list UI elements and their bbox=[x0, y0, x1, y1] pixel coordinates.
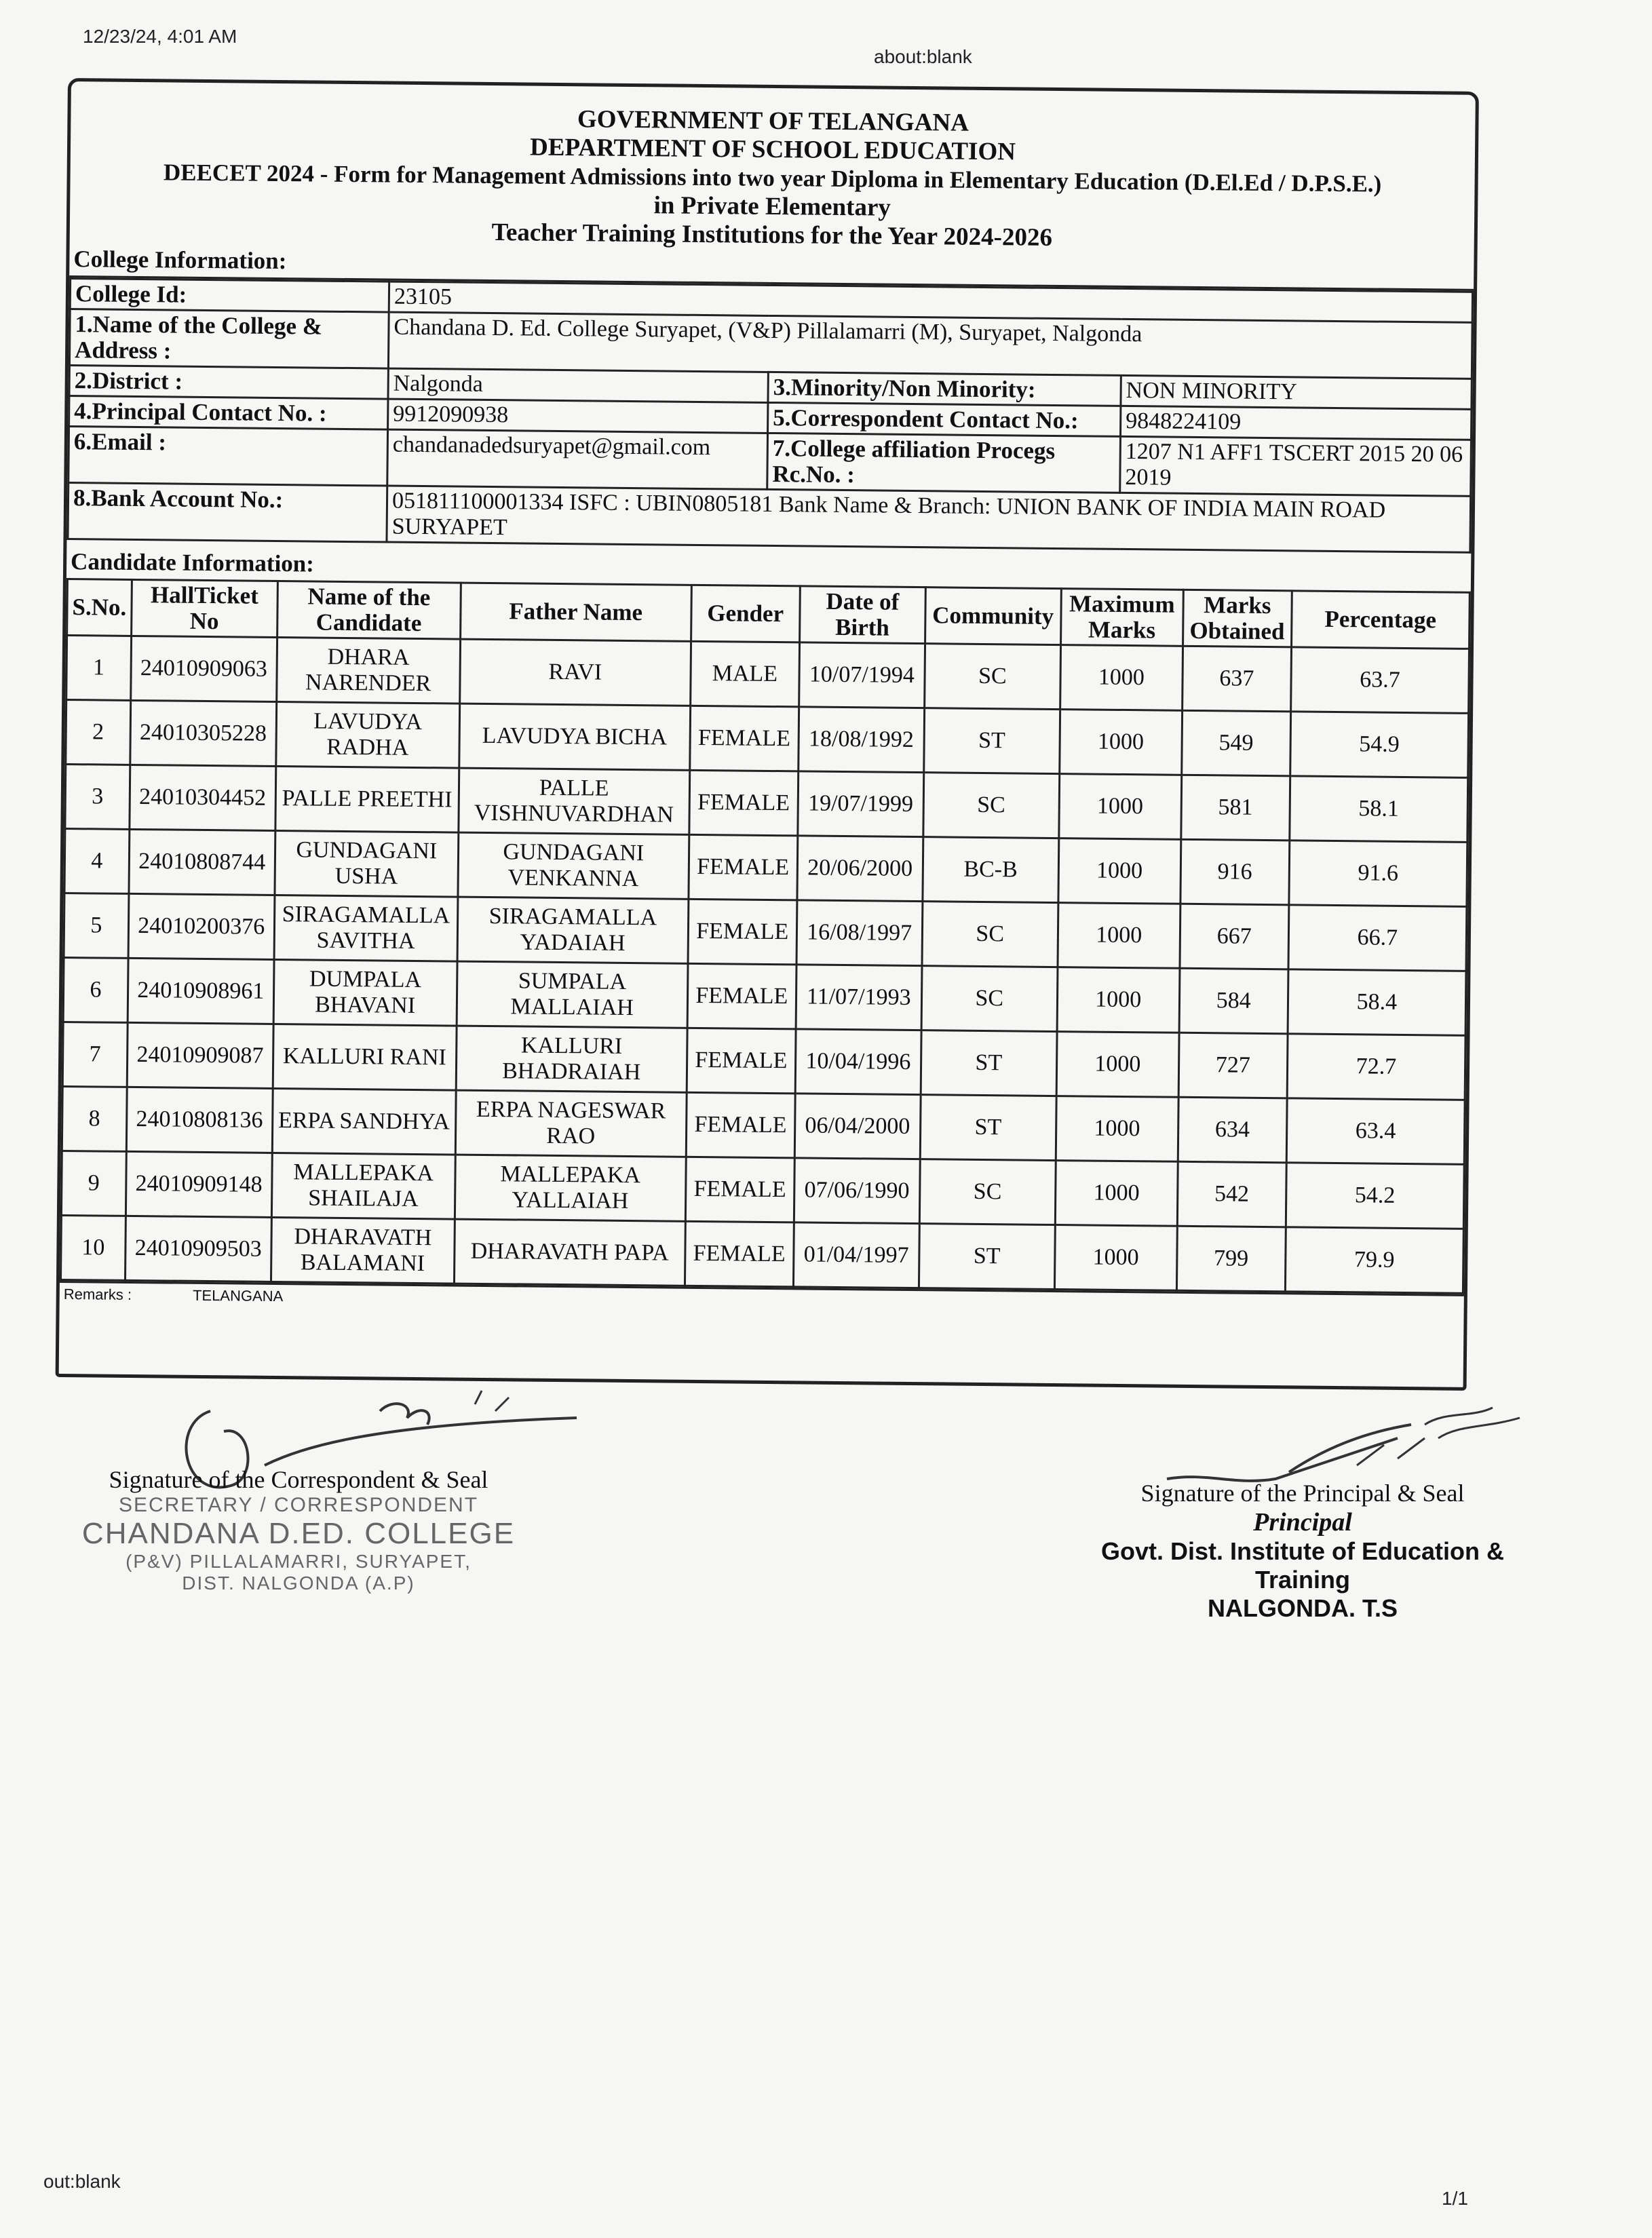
cell-father-name: SUMPALA MALLAIAH bbox=[457, 961, 688, 1028]
cell-percentage: 72.7 bbox=[1287, 1034, 1465, 1100]
college-id-value: 23105 bbox=[389, 282, 1472, 322]
cell-marks-obtained: 581 bbox=[1181, 775, 1290, 841]
cell-father-name: KALLURI BHADRAIAH bbox=[456, 1026, 687, 1092]
cell-sno: 4 bbox=[64, 829, 130, 894]
cell-marks-obtained: 727 bbox=[1178, 1033, 1288, 1098]
cell-father-name: PALLE VISHNUVARDHAN bbox=[459, 768, 690, 834]
header-form-title: DEECET 2024 - Form for Management Admissions into two year Diploma in Elementary Education (D.El.Ed / D.P.S.E.) bbox=[163, 159, 1382, 197]
cell-max-marks: 1000 bbox=[1059, 710, 1182, 775]
bank-value: 051811100001334 ISFC : UBIN0805181 Bank Name & Branch: UNION BANK OF INDIA MAIN ROAD SURYAPET bbox=[387, 486, 1471, 552]
cell-community: SC bbox=[921, 966, 1058, 1032]
cell-marks-obtained: 549 bbox=[1181, 710, 1290, 776]
cell-max-marks: 1000 bbox=[1057, 967, 1180, 1033]
cell-max-marks: 1000 bbox=[1060, 645, 1183, 711]
cell-hallticket: 24010808136 bbox=[126, 1087, 273, 1153]
cell-sno: 2 bbox=[66, 700, 131, 765]
cell-community: ST bbox=[921, 1030, 1057, 1096]
cell-gender: FEMALE bbox=[687, 963, 796, 1029]
cell-hallticket: 24010909148 bbox=[126, 1151, 272, 1217]
minority-value: NON MINORITY bbox=[1121, 375, 1472, 409]
cell-candidate-name: DHARAVATH BALAMANI bbox=[271, 1217, 455, 1284]
cell-community: ST bbox=[923, 708, 1060, 774]
remarks-label: Remarks : bbox=[63, 1286, 132, 1303]
cell-gender: FEMALE bbox=[687, 1028, 796, 1094]
header-max-marks: Maximum Marks bbox=[1060, 589, 1183, 647]
cell-percentage: 58.1 bbox=[1290, 776, 1468, 843]
cell-gender: FEMALE bbox=[689, 834, 798, 900]
district-value: Nalgonda bbox=[388, 368, 768, 402]
cell-candidate-name: SIRAGAMALLA SAVITHA bbox=[274, 895, 458, 961]
cell-max-marks: 1000 bbox=[1058, 838, 1181, 904]
cell-candidate-name: DUMPALA BHAVANI bbox=[273, 959, 457, 1026]
cell-community: SC bbox=[919, 1159, 1056, 1225]
cell-community: ST bbox=[920, 1095, 1056, 1161]
cell-marks-obtained: 637 bbox=[1182, 646, 1291, 712]
cell-hallticket: 24010305228 bbox=[130, 700, 277, 766]
cell-dob: 20/06/2000 bbox=[797, 836, 923, 902]
header-percentage: Percentage bbox=[1291, 591, 1469, 649]
district-label: 2.District : bbox=[69, 366, 388, 400]
cell-father-name: ERPA NAGESWAR RAO bbox=[455, 1090, 687, 1157]
cell-gender: FEMALE bbox=[685, 1157, 794, 1222]
print-date: 12/23/24, 4:01 AM bbox=[83, 26, 237, 47]
header-father-name: Father Name bbox=[460, 583, 691, 641]
cell-hallticket: 24010908961 bbox=[128, 958, 274, 1024]
cell-marks-obtained: 916 bbox=[1180, 839, 1290, 905]
cell-community: SC bbox=[922, 902, 1058, 967]
form-frame bbox=[56, 78, 1479, 1391]
page-count: 1/1 bbox=[1442, 2188, 1468, 2209]
cell-percentage: 79.9 bbox=[1285, 1227, 1463, 1294]
correspondent-seal-address: (P&V) PILLALAMARRI, SURYAPET, bbox=[126, 1551, 472, 1572]
cell-father-name: LAVUDYA BICHA bbox=[459, 703, 691, 770]
table-row bbox=[60, 1215, 1463, 1293]
principal-signature-block bbox=[1058, 1479, 1547, 1623]
header-dob: Date of Birth bbox=[799, 586, 925, 644]
cell-candidate-name: ERPA SANDHYA bbox=[272, 1088, 456, 1155]
cell-sno: 10 bbox=[60, 1215, 126, 1280]
cell-max-marks: 1000 bbox=[1056, 1032, 1179, 1098]
cell-percentage: 54.2 bbox=[1286, 1163, 1464, 1229]
header-government: GOVERNMENT OF TELANGANA bbox=[577, 105, 969, 137]
cell-candidate-name: GUNDAGANI USHA bbox=[275, 830, 459, 897]
affiliation-label: 7.College affiliation Procegs Rc.No. : bbox=[767, 433, 1121, 493]
correspondent-contact-label: 5.Correspondent Contact No.: bbox=[768, 402, 1121, 436]
cell-hallticket: 24010909087 bbox=[127, 1022, 273, 1088]
principal-seal-title: Principal bbox=[1253, 1508, 1352, 1537]
header-gender: Gender bbox=[691, 585, 800, 642]
cell-candidate-name: PALLE PREETHI bbox=[275, 766, 459, 832]
college-info-label: College Information: bbox=[69, 243, 1474, 291]
correspondent-seal-college: CHANDANA D.ED. COLLEGE bbox=[81, 1517, 516, 1550]
cell-sno: 8 bbox=[62, 1086, 127, 1151]
principal-seal-institute: Govt. Dist. Institute of Education & Training bbox=[1101, 1537, 1504, 1594]
principal-signature-caption: Signature of the Principal & Seal bbox=[1140, 1480, 1465, 1507]
cell-father-name: SIRAGAMALLA YADAIAH bbox=[457, 897, 689, 963]
header-community: Community bbox=[925, 587, 1061, 645]
cell-sno: 3 bbox=[65, 765, 130, 830]
cell-max-marks: 1000 bbox=[1058, 903, 1180, 969]
cell-percentage: 63.4 bbox=[1286, 1098, 1465, 1165]
remarks-value: TELANGANA bbox=[192, 1286, 284, 1305]
cell-sno: 6 bbox=[63, 958, 128, 1023]
cell-father-name: GUNDAGANI VENKANNA bbox=[458, 832, 689, 899]
cell-candidate-name: MALLEPAKA SHAILAJA bbox=[271, 1153, 455, 1219]
email-label: 6.Email : bbox=[69, 427, 388, 486]
cell-max-marks: 1000 bbox=[1059, 774, 1182, 840]
cell-marks-obtained: 667 bbox=[1180, 904, 1289, 969]
cell-percentage: 54.9 bbox=[1290, 712, 1468, 778]
header-hallticket: HallTicket No bbox=[131, 579, 277, 637]
cell-father-name: RAVI bbox=[459, 639, 691, 706]
cell-dob: 16/08/1997 bbox=[796, 900, 923, 966]
cell-percentage: 63.7 bbox=[1290, 647, 1469, 714]
college-name-value: Chandana D. Ed. College Suryapet, (V&P) Pillalamarri (M), Suryapet, Nalgonda bbox=[388, 312, 1472, 379]
cell-gender: FEMALE bbox=[688, 899, 797, 965]
correspondent-contact-value: 9848224109 bbox=[1120, 406, 1471, 440]
footer-url: out:blank bbox=[43, 2171, 121, 2192]
correspondent-seal-district: DIST. NALGONDA (A.P) bbox=[182, 1573, 415, 1594]
cell-gender: FEMALE bbox=[689, 706, 799, 771]
cell-hallticket: 24010909503 bbox=[125, 1216, 271, 1281]
cell-gender: FEMALE bbox=[686, 1092, 795, 1158]
bank-label: 8.Bank Account No.: bbox=[68, 483, 387, 543]
cell-gender: FEMALE bbox=[685, 1221, 794, 1287]
cell-dob: 11/07/1993 bbox=[796, 965, 922, 1030]
candidate-info-label: Candidate Information: bbox=[70, 548, 315, 577]
cell-hallticket: 24010200376 bbox=[128, 893, 275, 959]
college-info-table bbox=[66, 277, 1474, 554]
cell-dob: 06/04/2000 bbox=[794, 1094, 921, 1159]
header-candidate-name: Name of the Candidate bbox=[277, 581, 461, 640]
cell-candidate-name: KALLURI RANI bbox=[273, 1024, 457, 1090]
cell-marks-obtained: 634 bbox=[1178, 1097, 1287, 1163]
cell-community: BC-B bbox=[923, 837, 1059, 903]
cell-dob: 07/06/1990 bbox=[794, 1158, 920, 1224]
cell-dob: 10/07/1994 bbox=[799, 642, 925, 708]
correspondent-signature-block bbox=[61, 1465, 536, 1594]
cell-percentage: 91.6 bbox=[1289, 841, 1467, 907]
cell-max-marks: 1000 bbox=[1056, 1096, 1178, 1162]
cell-percentage: 66.7 bbox=[1288, 905, 1467, 971]
cell-community: SC bbox=[923, 773, 1060, 838]
header-years: Teacher Training Institutions for the Year 2024-2026 bbox=[491, 218, 1053, 252]
cell-father-name: DHARAVATH PAPA bbox=[454, 1219, 685, 1286]
cell-max-marks: 1000 bbox=[1055, 1161, 1178, 1227]
college-name-label: 1.Name of the College & Address : bbox=[69, 309, 389, 369]
principal-contact-label: 4.Principal Contact No. : bbox=[69, 396, 388, 430]
header-subtitle: in Private Elementary bbox=[653, 191, 891, 222]
cell-sno: 7 bbox=[62, 1022, 128, 1087]
email-value: chandanadedsuryapet@gmail.com bbox=[387, 429, 768, 489]
header-department: DEPARTMENT OF SCHOOL EDUCATION bbox=[529, 133, 1016, 166]
cell-marks-obtained: 542 bbox=[1177, 1161, 1286, 1227]
affiliation-value: 1207 N1 AFF1 TSCERT 2015 20 06 2019 bbox=[1120, 436, 1472, 496]
cell-candidate-name: LAVUDYA RADHA bbox=[276, 701, 460, 768]
cell-dob: 19/07/1999 bbox=[798, 771, 924, 837]
cell-dob: 18/08/1992 bbox=[798, 707, 924, 773]
cell-community: SC bbox=[924, 644, 1060, 710]
college-id-label: College Id: bbox=[70, 279, 389, 313]
print-url: about:blank bbox=[874, 46, 972, 67]
cell-hallticket: 24010909063 bbox=[130, 636, 277, 701]
cell-marks-obtained: 584 bbox=[1179, 968, 1288, 1034]
cell-marks-obtained: 799 bbox=[1176, 1226, 1286, 1292]
cell-father-name: MALLEPAKA YALLAIAH bbox=[455, 1155, 686, 1221]
cell-sno: 1 bbox=[66, 636, 132, 701]
principal-contact-value: 9912090938 bbox=[388, 399, 768, 433]
cell-candidate-name: DHARA NARENDER bbox=[276, 637, 460, 703]
header-marks-obtained: Marks Obtained bbox=[1183, 590, 1292, 647]
cell-hallticket: 24010808744 bbox=[129, 829, 275, 895]
header-sno: S.No. bbox=[67, 579, 132, 636]
minority-label: 3.Minority/Non Minority: bbox=[768, 372, 1121, 406]
cell-sno: 9 bbox=[61, 1151, 126, 1216]
candidate-table bbox=[60, 578, 1471, 1294]
form-header bbox=[70, 81, 1476, 256]
correspondent-signature-caption: Signature of the Correspondent & Seal bbox=[109, 1466, 488, 1493]
cell-gender: FEMALE bbox=[689, 770, 799, 836]
cell-dob: 10/04/1996 bbox=[795, 1029, 921, 1095]
correspondent-seal-title: SECRETARY / CORRESPONDENT bbox=[118, 1494, 479, 1516]
cell-community: ST bbox=[919, 1224, 1055, 1290]
cell-gender: MALE bbox=[690, 641, 799, 707]
principal-seal-place: NALGONDA. T.S bbox=[1207, 1594, 1398, 1622]
cell-hallticket: 24010304452 bbox=[130, 765, 276, 830]
cell-sno: 5 bbox=[64, 893, 129, 959]
cell-percentage: 58.4 bbox=[1288, 969, 1466, 1036]
cell-dob: 01/04/1997 bbox=[793, 1222, 919, 1288]
cell-max-marks: 1000 bbox=[1054, 1225, 1177, 1291]
